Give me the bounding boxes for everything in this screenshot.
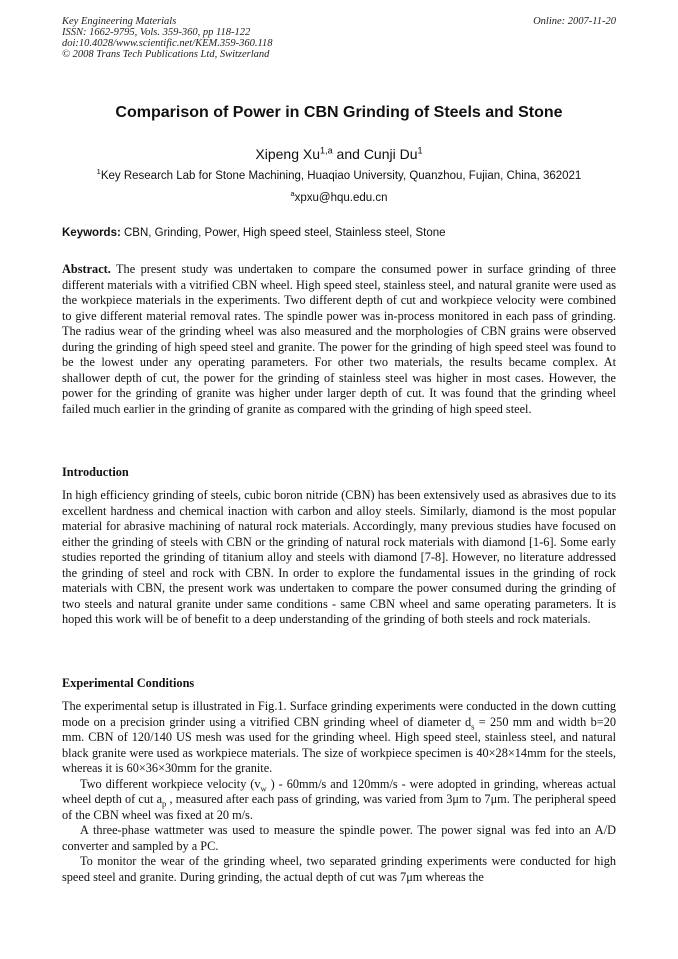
abstract-text: The present study was undertaken to compare the consumed power in surface grinding of three different materials with a vitrified CBN wheel. High speed steel, stainless steel, and natural granite were used as the workpiece materials in the experiments. Two different depth of cut and workpiece velocity were combined to give different material removal rates. The spindle power was in-process monitored in each pass of grinding. The radius wear of the grinding wheel was also measured and the morphologies of CBN grains were observed during the grinding of high speed steel and granite. The power for the grinding of high speed steel was found to be the lowest under any operating parameters. For other two materials, the results became complex. At shallower depth of cut, the power for the grinding of stainless steel was higher in most cases. However, the power for the grinding of granite was higher under larger depth of cut. It was found that the grinding wheel failed much earlier in the grinding of granite as compared with the grinding of high speed steel.	[62, 262, 616, 416]
affil-mark: 1	[96, 167, 101, 177]
online-date: Online: 2007-11-20	[533, 16, 616, 27]
author-line	[40, 146, 638, 162]
affiliation	[30, 167, 648, 182]
affil-text: Key Research Lab for Stone Machining, Huaqiao University, Quanzhou, Fujian, China, 362021	[100, 170, 582, 182]
issn-line: ISSN: 1662-9795, Vols. 359-360, pp 118-122	[62, 27, 251, 38]
doi-line: doi:10.4028/www.scientific.net/KEM.359-360.118	[62, 38, 273, 49]
paper-title: Comparison of Power in CBN Grinding of Steels and Stone	[115, 104, 563, 121]
paragraph: To monitor the wear of the grinding wheel, two separated grinding experiments were conducted for high speed steel and granite. During grinding, the actual depth of cut was 7μm whereas the	[62, 854, 616, 884]
abstract	[62, 262, 616, 417]
keywords-label: Keywords:	[62, 227, 121, 239]
journal-name: Key Engineering Materials	[62, 16, 177, 27]
keywords	[62, 227, 616, 239]
paragraph: The experimental setup is illustrated in Fig.1. Surface grinding experiments were conducted in the down cutting mode on a precision grinder using a vitrified CBN grinding wheel of diameter $d_s = 250$ mm and width b=20 mm. CBN of 120/140 US mesh was used for the grinding wheel. High speed steel, stainless steel, and natural black granite were used as workpiece materials. The size of workpiece specimen is 40×28×14mm for the steels, whereas it is 60×36×30mm for the granite.	[62, 699, 616, 775]
introduction-text: In high efficiency grinding of steels, cubic boron nitride (CBN) has been extensively used as abrasives due to its excellent hardness and chemical inaction with carbon and alloy steels. Similarly, diamond is the most popular material for abrasive machining of natural rock materials. Accordingly, many previous studies have focused on either the grinding of steels with CBN or the grinding of natural rock materials with diamond [1-6]. Some early studies reported the grinding of titanium alloy and steels with diamond [7-8]. However, no literature addressed the grinding of steel and rock with CBN. In order to explore the fundamental issues in the grinding of rock materials with CBN, the present work was undertaken to compare the power consumed during the grinding of two steels and natural granite under same conditions - same CBN wheel and same operating parameters. It is hoped this work will be of benefit to a deep understanding of the grinding of both steels and rock materials.	[62, 488, 616, 626]
email-text: xpxu@hqu.edu.cn	[294, 192, 388, 204]
abstract-label: Abstract.	[62, 262, 111, 276]
author-conjunction: and	[332, 146, 364, 162]
paragraph: Two different workpiece velocity ($v_w$ ) - 60mm/s and 120mm/s - were adopted in grinding, whereas actual wheel depth of cut $a_p$ , measured after each pass of grinding, was varied from 3μm to 7μm. The peripheral speed of the CBN wheel was fixed at 20 m/s.	[62, 776, 617, 822]
journal-header	[62, 16, 272, 60]
author-email	[40, 189, 638, 204]
email-mark: a	[290, 189, 295, 199]
introduction-heading: Introduction	[62, 465, 129, 479]
experimental-text	[62, 699, 616, 885]
author-name: Cunji Du	[363, 146, 418, 162]
author-affil-mark: 1,a	[320, 145, 333, 156]
author-affil-mark: 1	[417, 145, 423, 156]
paragraph: A three-phase wattmeter was used to measure the spindle power. The power signal was fed into an A/D converter and sampled by a PC.	[62, 823, 616, 853]
keywords-text: CBN, Grinding, Power, High speed steel, Stainless steel, Stone	[120, 227, 446, 239]
experimental-heading: Experimental Conditions	[62, 676, 195, 690]
copyright-line: © 2008 Trans Tech Publications Ltd, Switzerland	[62, 49, 270, 60]
author-name: Xipeng Xu	[255, 146, 321, 162]
